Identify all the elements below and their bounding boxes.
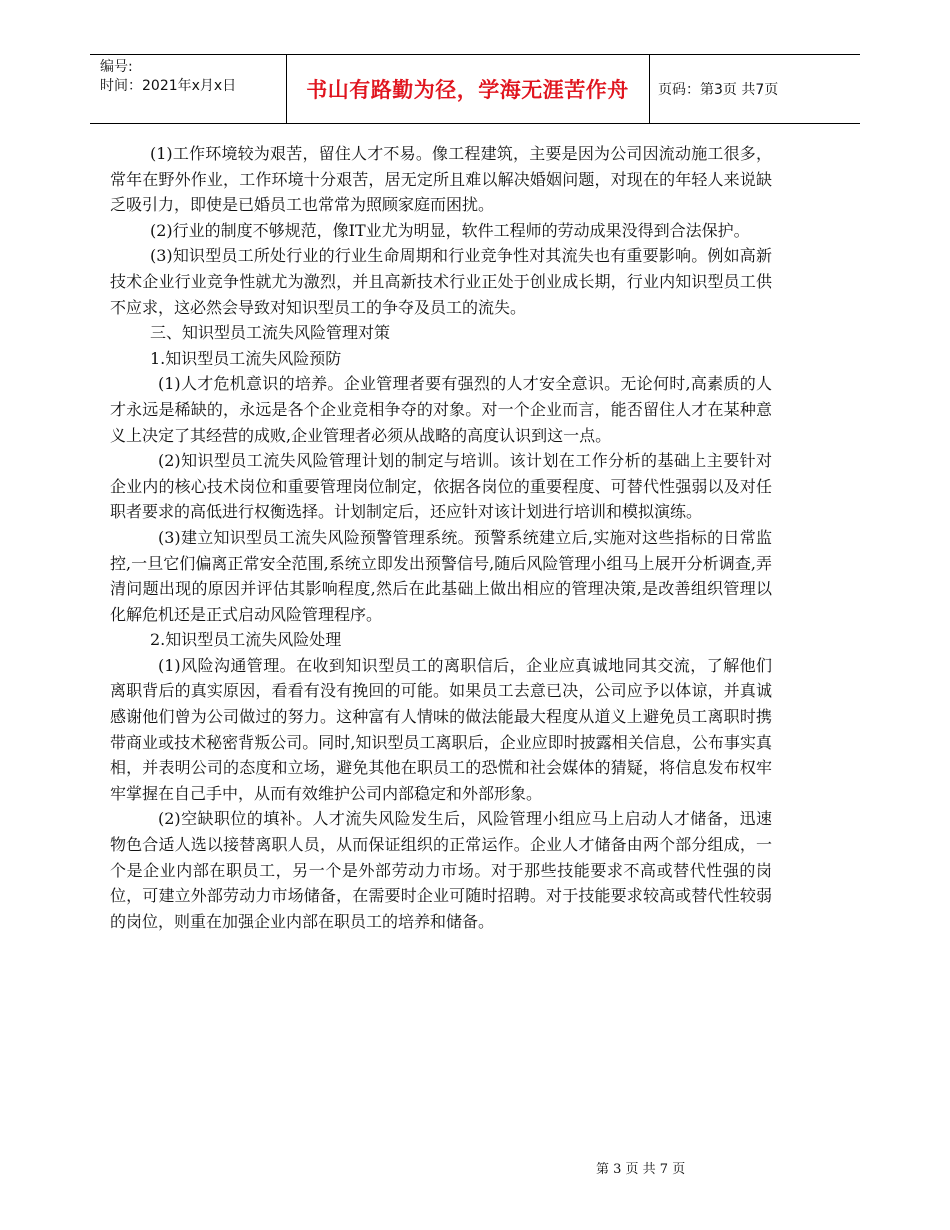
subsection-heading-prevention: 1.知识型员工流失风险预防	[150, 348, 342, 368]
paragraph-risk-plan: (2)知识型员工流失风险管理计划的制定与培训。该计划在工作分析的基础上主要针对企业内的核心技术岗位和重要管理岗位制定，依据各岗位的重要程度、可替代性强弱以及对任职者要求的高低进行权衡选择。计划制定后，还应针对该计划进行培训和模拟演练。	[110, 451, 772, 522]
paragraph-early-warning: (3)建立知识型员工流失风险预警管理系统。预警系统建立后,实施对这些指标的日常监控,一旦它们偏离正常安全范围,系统立即发出预警信号,随后风险管理小组马上展开分析调查,弄清问题出现的原因并评估其影响程度,然后在此基础上做出相应的管理决策,是改善组织管理以化解危机还是正式启动风险管理程序。	[110, 527, 772, 624]
document-time-label: 时间：2021年x月x日	[100, 78, 237, 94]
header-divider	[649, 55, 650, 123]
page-footer: 第 3 页 共 7 页	[596, 1162, 686, 1177]
document-number-label: 编号:	[100, 59, 133, 75]
paragraph-work-environment: (1)工作环境较为艰苦，留住人才不易。像工程建筑，主要是因为公司因流动施工很多，常年在野外作业，工作环境十分艰苦，居无定所且难以解决婚姻问题，对现在的年轻人来说缺乏吸引力，即使是已婚员工也常常为照顾家庭而困扰。	[110, 144, 772, 215]
header-page-info: 页码：第3页 共7页	[658, 82, 779, 98]
paragraph-vacancy-filling: (2)空缺职位的填补。人才流失风险发生后，风险管理小组应马上启动人才储备，迅速物色合适人选以接替离职人员，从而保证组织的正常运作。企业人才储备由两个部分组成，一个是企业内部在职员工，另一个是外部劳动力市场。对于那些技能要求不高或替代性强的岗位，可建立外部劳动力市场储备，在需要时企业可随时招聘。对于技能要求较高或替代性较弱的岗位，则重在加强企业内部在职员工的培养和储备。	[110, 809, 772, 931]
header-meta	[100, 58, 286, 96]
paragraph-industry-regulation: (2)行业的制度不够规范，像IT业尤为明显，软件工程师的劳动成果没得到合法保护。	[150, 220, 750, 240]
header-motto: 书山有路勤为径，学海无涯苦作舟	[306, 78, 629, 102]
document-body	[110, 141, 772, 934]
page-header	[90, 54, 860, 124]
paragraph-crisis-awareness: (1)人才危机意识的培养。企业管理者要有强烈的人才安全意识。无论何时,高素质的人才永远是稀缺的，永远是各个企业竞相争夺的对象。对一个企业而言，能否留住人才在某种意义上决定了其经营的成败,企业管理者必须从战略的高度认识到这一点。	[110, 374, 772, 445]
paragraph-risk-communication: (1)风险沟通管理。在收到知识型员工的离职信后，企业应真诚地同其交流，了解他们离职背后的真实原因，看看有没有挽回的可能。如果员工去意已决，公司应予以体谅，并真诚感谢他们曾为公司做过的努力。这种富有人情味的做法能最大程度从道义上避免员工离职时携带商业或技术秘密背叛公司。同时,知识型员工离职后，企业应即时披露相关信息，公布事实真相，并表明公司的态度和立场，避免其他在职员工的恐慌和社会媒体的猜疑，将信息发布权牢牢掌握在自己手中，从而有效维护公司内部稳定和外部形象。	[110, 655, 772, 803]
section-heading: 三、知识型员工流失风险管理对策	[150, 323, 391, 343]
subsection-heading-handling: 2.知识型员工流失风险处理	[150, 630, 342, 650]
paragraph-industry-lifecycle: (3)知识型员工所处行业的行业生命周期和行业竞争性对其流失也有重要影响。例如高新技术企业行业竞争性就尤为激烈，并且高新技术行业正处于创业成长期，行业内知识型员工供不应求，这必然会导致对知识型员工的争夺及员工的流失。	[110, 246, 772, 317]
